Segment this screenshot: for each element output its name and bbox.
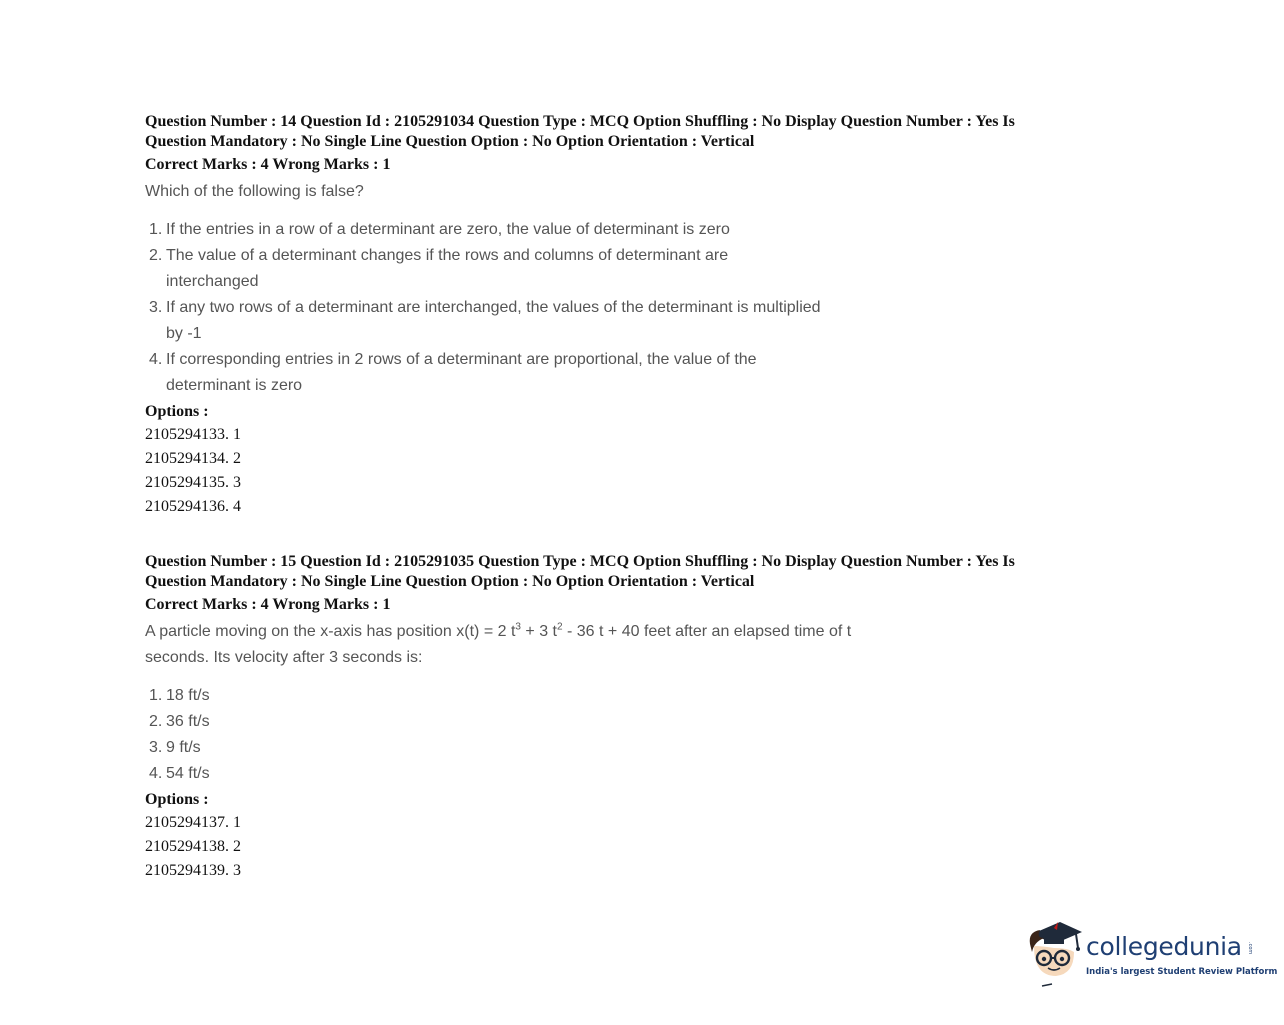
option-item: 2105294134. 2: [145, 450, 241, 467]
question-meta-line-2: Question Mandatory : No Single Line Question Option : No Option Orientation : Vertical: [145, 573, 755, 590]
option-item: 2105294136. 4: [145, 498, 241, 515]
choice-text: If the entries in a row of a determinant are zero, the value of determinant is zero: [166, 221, 730, 238]
choice-number: 4.: [149, 351, 163, 368]
collegedunia-logo: [1024, 918, 1278, 990]
document-page: [145, 112, 1105, 883]
choice-number: 1.: [149, 221, 163, 238]
choice-text: If any two rows of a determinant are interchanged, the values of the determinant is multiplied by -1: [166, 299, 821, 342]
choice-number: 4.: [149, 765, 163, 782]
choice-number: 2.: [149, 713, 163, 730]
choice-text: 36 ft/s: [166, 713, 210, 730]
question-meta-line-2: Question Mandatory : No Single Line Question Option : No Option Orientation : Vertical: [145, 133, 755, 150]
choice-item: [145, 243, 825, 295]
question-text: Which of the following is false?: [145, 183, 364, 200]
question-meta-line-1: Question Number : 14 Question Id : 2105291034 Question Type : MCQ Option Shuffling : No Display Question Number : Yes Is: [145, 113, 1015, 130]
options-label: Options :: [145, 403, 209, 420]
exponent: 2: [557, 621, 563, 633]
options-list: [145, 811, 1105, 883]
choice-number: 2.: [149, 247, 163, 264]
question-meta: [145, 552, 1105, 592]
choice-text: If corresponding entries in 2 rows of a determinant are proportional, the value of the determinant is zero: [166, 351, 757, 394]
question-block-14: [145, 112, 1105, 519]
choice-item: [145, 709, 825, 735]
choice-item: [145, 217, 825, 243]
option-item: 2105294138. 2: [145, 838, 241, 855]
choice-number: 3.: [149, 739, 163, 756]
mascot-icon: [1024, 918, 1086, 990]
logo-domain-suffix: .com: [1247, 942, 1253, 955]
logo-wordmark: collegedunia: [1086, 932, 1242, 961]
question-marks: Correct Marks : 4 Wrong Marks : 1: [145, 156, 391, 173]
choice-list: [145, 217, 825, 399]
choice-list: [145, 683, 825, 787]
options-list: [145, 423, 1105, 519]
choice-item: [145, 735, 825, 761]
choice-number: 3.: [149, 299, 163, 316]
question-meta-line-1: Question Number : 15 Question Id : 2105291035 Question Type : MCQ Option Shuffling : No Display Question Number : Yes Is: [145, 553, 1015, 570]
choice-text: 54 ft/s: [166, 765, 210, 782]
question-block-15: [145, 552, 1105, 883]
question-text-part: - 36 t + 40 feet after an elapsed time of t seconds. Its velocity after 3 seconds is:: [145, 623, 852, 666]
option-item: 2105294135. 3: [145, 474, 241, 491]
question-meta: [145, 112, 1105, 152]
logo-tagline: India's largest Student Review Platform: [1086, 967, 1278, 977]
choice-text: 18 ft/s: [166, 687, 210, 704]
option-item: 2105294133. 1: [145, 426, 241, 443]
choice-text: 9 ft/s: [166, 739, 201, 756]
choice-item: [145, 347, 825, 399]
question-text-part: + 3 t: [520, 623, 557, 640]
choice-item: [145, 683, 825, 709]
question-text-part: A particle moving on the x-axis has position x(t) = 2 t: [145, 623, 516, 640]
choice-item: [145, 295, 825, 347]
option-item: 2105294137. 1: [145, 814, 241, 831]
question-text: [145, 619, 865, 671]
choice-item: [145, 761, 825, 787]
choice-number: 1.: [149, 687, 163, 704]
question-marks: Correct Marks : 4 Wrong Marks : 1: [145, 596, 391, 613]
exponent: 3: [515, 621, 521, 633]
option-item: 2105294139. 3: [145, 862, 241, 879]
choice-text: The value of a determinant changes if the rows and columns of determinant are interchanged: [166, 247, 729, 290]
options-label: Options :: [145, 791, 209, 808]
